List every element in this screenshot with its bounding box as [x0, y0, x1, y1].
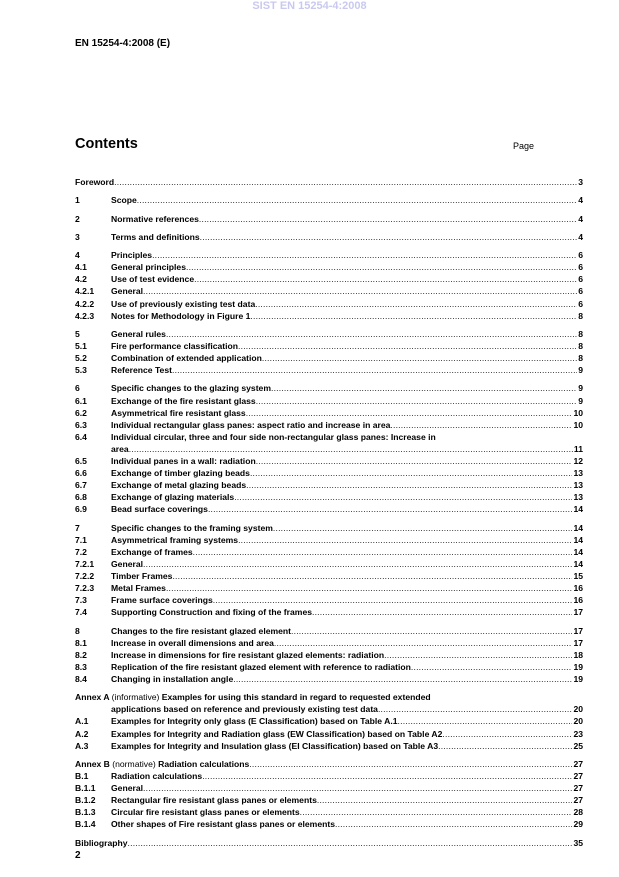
toc-entry-title: Other shapes of Fire resistant glass panes or elements	[111, 819, 335, 830]
dot-leader	[312, 606, 572, 618]
toc-entry-page: 27	[573, 795, 583, 806]
toc-entry-number: B.1.4	[75, 819, 96, 830]
dot-leader	[335, 818, 572, 830]
dot-leader	[166, 582, 573, 594]
toc-group	[75, 837, 583, 849]
toc-entry-title: Principles	[111, 250, 153, 261]
toc-entry[interactable]	[75, 673, 583, 685]
toc-entry-page: 8	[578, 353, 583, 364]
toc-entry-number: 6.2	[75, 407, 87, 418]
toc-entry[interactable]	[75, 661, 583, 673]
toc-entry[interactable]	[75, 818, 583, 830]
toc-entry-number: B.1.1	[75, 783, 96, 794]
toc-entry-page: 6	[578, 250, 583, 261]
toc-entry[interactable]	[75, 467, 583, 479]
toc-entry-title: Asymmetrical fire resistant glass	[111, 407, 246, 418]
toc-entry-number: 7.2.2	[75, 571, 95, 582]
toc-entry[interactable]	[75, 806, 583, 818]
toc-entry-title-continued: area	[111, 443, 129, 454]
toc-entry-page: 20	[573, 716, 583, 727]
dot-leader	[442, 728, 572, 740]
annex-title: Radiation calculations	[158, 758, 250, 769]
toc-entry[interactable]	[75, 261, 583, 273]
toc-entry[interactable]	[75, 176, 583, 188]
toc-entry-page: 4	[578, 195, 583, 206]
toc-entry-number: 7.1	[75, 534, 87, 545]
toc-entry-page: 35	[573, 837, 583, 848]
dot-leader	[152, 249, 577, 261]
dot-leader	[202, 770, 572, 782]
toc-entry-number: 1	[75, 195, 80, 206]
toc-entry[interactable]	[75, 285, 583, 297]
toc-entry-page: 8	[578, 328, 583, 339]
toc-entry-title: Terms and definitions	[111, 231, 200, 242]
toc-entry-title-continued: applications based on reference and previously existing test data	[111, 704, 378, 715]
toc-entry-number: 3	[75, 231, 80, 242]
toc-entry-title: Asymmetrical framing systems	[111, 534, 239, 545]
dot-leader	[172, 570, 572, 582]
toc-entry-page: 13	[573, 492, 583, 503]
toc-entry-number: 7	[75, 522, 80, 533]
toc-entry[interactable]	[75, 728, 583, 740]
toc-entry[interactable]	[75, 395, 583, 407]
toc-entry[interactable]	[75, 407, 583, 419]
toc-entry-page: 4	[578, 231, 583, 242]
dot-leader	[378, 703, 572, 715]
toc-entry-title: Exchange of glazing materials	[111, 492, 235, 503]
toc-entry-page: 16	[573, 595, 583, 606]
toc-entry-number: B.1.3	[75, 807, 96, 818]
toc-entry[interactable]	[75, 455, 583, 467]
toc-entry-title: Examples for Integrity only glass (E Classification) based on Table A.1	[111, 716, 398, 727]
toc-entry[interactable]	[75, 606, 583, 618]
toc-group	[75, 176, 583, 188]
dot-leader	[274, 637, 573, 649]
dot-leader	[114, 176, 577, 188]
toc-entry-title: Examples for Integrity and Insulation glass (EI Classification) based on Table A3	[111, 740, 439, 751]
toc-entry-number: 4.2.1	[75, 286, 95, 297]
toc-entry-number: 6.8	[75, 492, 87, 503]
toc-group	[75, 691, 583, 751]
toc-entry-continuation[interactable]	[75, 703, 583, 715]
toc-entry[interactable]	[75, 431, 583, 443]
toc-entry-page: 14	[573, 504, 583, 515]
toc-entry-title: Frame surface coverings	[111, 595, 213, 606]
toc-entry-title: General principles	[111, 262, 186, 273]
toc-entry-number: A.2	[75, 728, 89, 739]
toc-entry-number: 8.2	[75, 649, 87, 660]
toc-entry-number: 7.4	[75, 607, 87, 618]
toc-entry-number: 4.2.2	[75, 298, 95, 309]
toc-entry-page: 19	[573, 673, 583, 684]
toc-entry-number: 8	[75, 625, 80, 636]
toc-entry-page: 25	[573, 740, 583, 751]
dot-leader	[143, 782, 572, 794]
toc-entry-title: Individual circular, three and four side non-rectangular glass panes: Increase in	[111, 431, 436, 442]
dot-leader	[186, 261, 577, 273]
toc-entry[interactable]	[75, 522, 583, 534]
toc-entry-number: 6.4	[75, 431, 87, 442]
dot-leader	[291, 625, 572, 637]
toc-entry-page: 19	[573, 661, 583, 672]
toc-entry[interactable]	[75, 479, 583, 491]
toc-entry[interactable]	[75, 419, 583, 431]
dot-leader	[438, 740, 572, 752]
toc-entry-number: 6.9	[75, 504, 87, 515]
dot-leader	[246, 479, 572, 491]
toc-entry-page: 6	[578, 274, 583, 285]
toc-entry[interactable]	[75, 491, 583, 503]
toc-entry-number: 5.3	[75, 365, 87, 376]
dot-leader	[143, 558, 572, 570]
toc-entry-number: 7.3	[75, 595, 87, 606]
toc-entry-title: Individual rectangular glass panes: aspect ratio and increase in area	[111, 419, 391, 430]
toc-entry-title: Replication of the fire resistant glazed element with reference to radiation	[111, 661, 411, 672]
toc-entry[interactable]	[75, 194, 583, 206]
toc-entry-number: 4	[75, 250, 80, 261]
toc-entry[interactable]	[75, 213, 583, 225]
toc-entry[interactable]	[75, 298, 583, 310]
toc-entry[interactable]	[75, 340, 583, 352]
toc-entry-page: 15	[573, 571, 583, 582]
toc-entry-page: 10	[573, 407, 583, 418]
toc-entry-title: Timber Frames	[111, 571, 173, 582]
dot-leader	[129, 443, 573, 455]
toc-entry-number: 6.5	[75, 456, 87, 466]
dot-leader	[233, 673, 572, 685]
page-number: 2	[75, 850, 81, 861]
toc-entry-number: 8.1	[75, 637, 87, 648]
toc-entry[interactable]	[75, 273, 583, 285]
toc-entry[interactable]	[75, 546, 583, 558]
toc-entry[interactable]	[75, 534, 583, 546]
toc-entry-title: Exchange of timber glazing beads	[111, 468, 250, 479]
toc-entry-continuation[interactable]	[75, 443, 583, 455]
dot-leader	[273, 522, 573, 534]
toc-entry-page: 23	[573, 728, 583, 739]
toc-entry-title: Changing in installation angle	[111, 673, 234, 684]
toc-entry-number: 6.1	[75, 395, 87, 406]
toc-entry-number: 6	[75, 383, 80, 394]
toc-entry-page: 17	[573, 637, 583, 648]
toc-entry-page: 9	[578, 395, 583, 406]
toc-entry-title: Examples for Integrity and Radiation glass (EW Classification) based on Table A2	[111, 728, 443, 739]
toc-entry-title: Bibliography	[75, 837, 128, 848]
toc-group	[75, 194, 583, 206]
toc-entry[interactable]	[75, 758, 583, 770]
toc-entry-title: Normative references	[111, 213, 199, 224]
toc-entry-page: 6	[578, 262, 583, 273]
dot-leader	[208, 503, 572, 515]
toc-entry[interactable]	[75, 582, 583, 594]
toc-entry-number: 7.2.1	[75, 558, 95, 569]
contents-heading: Contents	[75, 136, 138, 152]
toc-entry[interactable]	[75, 715, 583, 727]
dot-leader	[398, 715, 573, 727]
toc-entry-page: 11	[573, 443, 583, 454]
toc-entry-number: 2	[75, 213, 80, 224]
dot-leader	[199, 213, 577, 225]
toc-entry-title: Scope	[111, 195, 137, 206]
toc-entry-page: 12	[573, 456, 583, 466]
dot-leader	[249, 758, 572, 770]
toc-group	[75, 758, 583, 831]
toc-entry-title: Individual panes in a wall: radiation	[111, 456, 256, 466]
toc-group	[75, 382, 583, 515]
dot-leader	[411, 661, 573, 673]
toc-entry-page: 16	[573, 583, 583, 594]
dot-leader	[250, 310, 577, 322]
toc-entry[interactable]	[75, 249, 583, 261]
dot-leader	[271, 382, 577, 394]
toc-entry[interactable]	[75, 364, 583, 376]
toc-entry-number: 5	[75, 328, 80, 339]
toc-entry-title: General rules	[111, 328, 166, 339]
toc-entry-page: 9	[578, 365, 583, 376]
toc-entry-page: 29	[573, 819, 583, 830]
toc-entry-number: 4.1	[75, 262, 87, 273]
toc-entry-page: 17	[573, 607, 583, 618]
toc-entry-title: Circular fire resistant glass panes or elements	[111, 807, 300, 818]
toc-entry-page: 3	[578, 177, 583, 187]
dot-leader	[200, 231, 578, 243]
toc-entry-title: Specific changes to the glazing system	[111, 383, 271, 394]
toc-entry-title: General	[111, 286, 144, 297]
toc-entry[interactable]	[75, 310, 583, 322]
dot-leader	[250, 467, 572, 479]
toc-entry-page: 6	[578, 298, 583, 309]
toc-entry-number: 7.2.3	[75, 583, 95, 594]
toc-entry-title: Bead surface coverings	[111, 504, 208, 515]
toc-entry-title: Changes to the fire resistant glazed element	[111, 625, 292, 636]
dot-leader	[255, 298, 577, 310]
toc-entry-page: 28	[573, 807, 583, 818]
toc-entry-title: Radiation calculations	[111, 771, 203, 781]
toc-entry[interactable]	[75, 503, 583, 515]
dot-leader	[300, 806, 573, 818]
toc-entry-title: Exchange of metal glazing beads	[111, 480, 247, 491]
document-header: EN 15254-4:2008 (E)	[75, 38, 171, 49]
toc-entry-number: 5.2	[75, 353, 87, 364]
watermark: SIST EN 15254-4:2008	[252, 0, 367, 12]
table-of-contents	[75, 176, 583, 855]
dot-leader	[256, 395, 578, 407]
dot-leader	[193, 546, 573, 558]
toc-entry-number: A.3	[75, 740, 89, 751]
annex-title: Examples for using this standard in regard to requested extended	[161, 692, 431, 703]
toc-entry[interactable]	[75, 558, 583, 570]
dot-leader	[194, 273, 577, 285]
page-column-label: Page	[513, 141, 535, 151]
toc-entry-title	[75, 691, 431, 703]
annex-label: Annex B	[75, 758, 110, 769]
toc-entry[interactable]	[75, 570, 583, 582]
toc-entry-page: 8	[578, 310, 583, 321]
toc-entry-number: 4.2	[75, 274, 87, 285]
toc-entry-number: 7.2	[75, 546, 87, 557]
toc-entry-page: 10	[573, 419, 583, 430]
toc-entry-title: Supporting Construction and fixing of the frames	[111, 607, 312, 618]
toc-group	[75, 625, 583, 685]
toc-entry[interactable]	[75, 782, 583, 794]
toc-entry[interactable]	[75, 740, 583, 752]
toc-entry-title	[75, 758, 249, 770]
toc-entry-number: 8.4	[75, 673, 87, 684]
toc-entry-title: Combination of extended application	[111, 353, 262, 364]
toc-entry[interactable]	[75, 794, 583, 806]
toc-entry-number: 6.7	[75, 480, 87, 491]
toc-entry-title: Specific changes to the framing system	[111, 522, 273, 533]
toc-entry-number: 4.2.3	[75, 310, 95, 321]
dot-leader	[238, 340, 577, 352]
toc-group	[75, 249, 583, 322]
toc-group	[75, 231, 583, 243]
toc-entry-page: 20	[573, 704, 583, 715]
toc-entry-title: Exchange of frames	[111, 546, 193, 557]
toc-entry-page: 9	[578, 383, 583, 394]
toc-group	[75, 522, 583, 619]
toc-entry-title: Fire performance classification	[111, 340, 239, 351]
toc-entry-title: Reference Test	[111, 365, 172, 376]
dot-leader	[238, 534, 572, 546]
toc-entry[interactable]	[75, 352, 583, 364]
toc-entry-page: 14	[573, 546, 583, 557]
toc-entry-title: Use of test evidence	[111, 274, 195, 285]
dot-leader	[213, 594, 573, 606]
toc-entry[interactable]	[75, 328, 583, 340]
toc-entry[interactable]	[75, 691, 583, 703]
toc-entry-number: B.1.2	[75, 795, 96, 806]
toc-entry-title: Increase in overall dimensions and area	[111, 637, 274, 648]
toc-entry-page: 27	[573, 771, 583, 781]
toc-entry-page: 18	[573, 649, 583, 660]
toc-entry-number: B.1	[75, 771, 89, 781]
toc-entry-title: Exchange of the fire resistant glass	[111, 395, 256, 406]
toc-group	[75, 213, 583, 225]
toc-entry-title: Increase in dimensions for fire resistant glazed elements: radiation	[111, 649, 385, 660]
toc-entry[interactable]	[75, 382, 583, 394]
toc-entry-title: Notes for Methodology in Figure 1	[111, 310, 251, 321]
toc-entry-page: 27	[573, 783, 583, 794]
toc-entry-number: 8.3	[75, 661, 87, 672]
toc-entry-title: Use of previously existing test data	[111, 298, 256, 309]
toc-entry-page: 13	[573, 468, 583, 479]
toc-entry[interactable]	[75, 770, 583, 782]
toc-entry[interactable]	[75, 837, 583, 849]
toc-group	[75, 328, 583, 376]
dot-leader	[137, 194, 577, 206]
toc-entry[interactable]	[75, 594, 583, 606]
toc-entry[interactable]	[75, 649, 583, 661]
toc-entry-page: 27	[573, 758, 583, 769]
toc-entry-title: Rectangular fire resistant glass panes or elements	[111, 795, 317, 806]
toc-entry-page: 17	[573, 625, 583, 636]
dot-leader	[390, 419, 572, 431]
dot-leader	[317, 794, 573, 806]
dot-leader	[172, 364, 577, 376]
dot-leader	[246, 407, 573, 419]
toc-entry-page: 14	[573, 522, 583, 533]
dot-leader	[234, 491, 572, 503]
toc-entry-page: 14	[573, 558, 583, 569]
toc-entry[interactable]	[75, 637, 583, 649]
dot-leader	[128, 837, 573, 849]
toc-entry-title: Metal Frames	[111, 583, 166, 594]
toc-entry[interactable]	[75, 231, 583, 243]
toc-entry-page: 4	[578, 213, 583, 224]
toc-entry-number: 6.3	[75, 419, 87, 430]
toc-entry-title: Foreword	[75, 177, 115, 187]
toc-entry-title: General	[111, 783, 144, 794]
toc-entry[interactable]	[75, 625, 583, 637]
annex-qualifier: (informative)	[111, 692, 160, 703]
annex-label: Annex A	[75, 692, 110, 703]
toc-entry-number: A.1	[75, 716, 89, 727]
dot-leader	[262, 352, 577, 364]
dot-leader	[166, 328, 577, 340]
toc-entry-page: 14	[573, 534, 583, 545]
toc-entry-page: 13	[573, 480, 583, 491]
toc-entry-number: 5.1	[75, 340, 87, 351]
toc-entry-page: 8	[578, 340, 583, 351]
dot-leader	[384, 649, 572, 661]
annex-qualifier: (normative)	[112, 758, 156, 769]
toc-entry-title: General	[111, 558, 144, 569]
toc-entry-page: 6	[578, 286, 583, 297]
dot-leader	[143, 285, 577, 297]
toc-entry-number: 6.6	[75, 468, 87, 479]
dot-leader	[256, 455, 573, 467]
